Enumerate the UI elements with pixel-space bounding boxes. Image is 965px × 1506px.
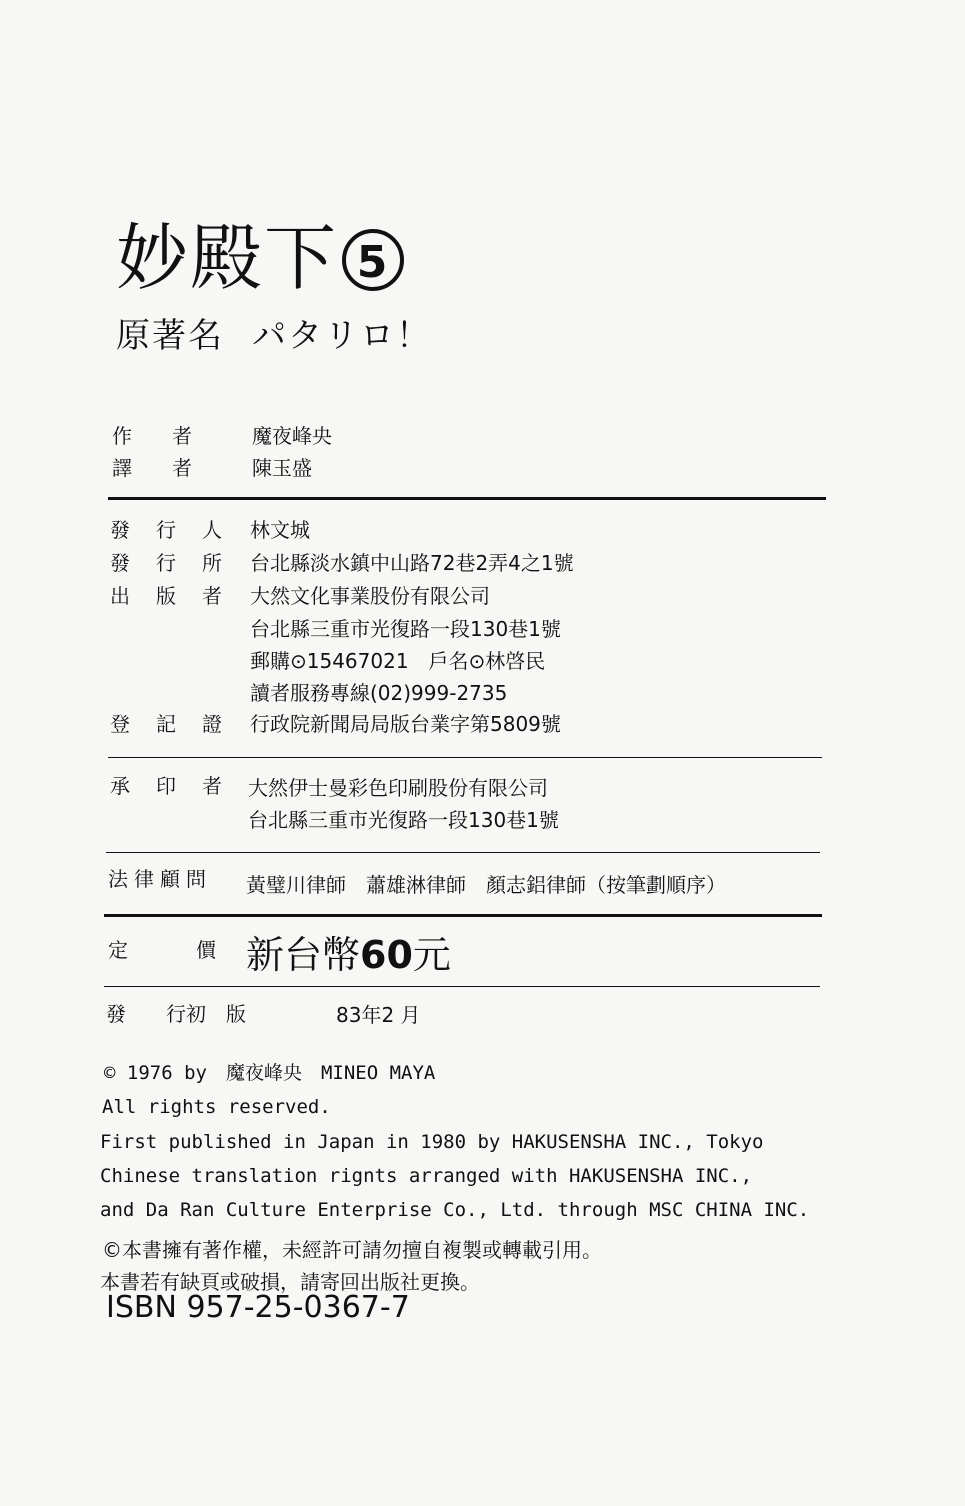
translation-rights-line: Chinese translation rignts arranged with HAKUSENSHA INC., [100, 1165, 753, 1187]
publisher-service-line: 讀者服務專線(02)999-2735 [250, 681, 508, 705]
registration-value: 行政院新聞局局版台業字第5809號 [250, 712, 561, 736]
rights-reserved-line: All rights reserved. [102, 1096, 331, 1118]
copyright-notice-zh: ©本書擁有著作權，未經許可請勿擅自複製或轉載引用。 [102, 1238, 602, 1262]
publisher-place-label: 發 行 所 [110, 551, 222, 575]
credit-author [112, 420, 512, 448]
printer-label: 承 印 者 [110, 774, 222, 798]
publisher-name: 大然文化事業股份有限公司 [250, 584, 490, 608]
defect-notice-zh: 本書若有缺頁或破損，請寄回出版社更換。 [100, 1270, 480, 1294]
first-published-line: First published in Japan in 1980 by HAKUSENSHA INC., Tokyo [100, 1131, 764, 1153]
original-title-label: 原著名 [116, 316, 224, 356]
price-label-left: 定 [108, 938, 128, 962]
first-edition-label: 發 行初 版 [106, 1002, 246, 1026]
publisher-address: 台北縣三重市光復路一段130巷1號 [250, 617, 561, 641]
credit-author-label: 作 者 [112, 424, 192, 448]
title-text: 妙殿下 [116, 216, 339, 300]
printer-name: 大然伊士曼彩色印刷股份有限公司 [248, 776, 548, 800]
price-value [246, 924, 451, 979]
divider [108, 757, 822, 758]
divider [104, 914, 822, 917]
publisher-place-value: 台北縣淡水鎮中山路72巷2弄4之1號 [250, 551, 574, 575]
credit-translator [112, 452, 512, 480]
divider [104, 986, 820, 987]
printer-address: 台北縣三重市光復路一段130巷1號 [248, 808, 559, 832]
divider [106, 852, 820, 853]
book-title [116, 200, 404, 304]
credit-translator-label: 譯 者 [112, 456, 192, 480]
agency-line: and Da Ran Culture Enterprise Co., Ltd. through MSC CHINA INC. [100, 1199, 810, 1221]
credit-translator-value: 陳玉盛 [252, 456, 312, 480]
publisher-mail-order: 郵購⊙15467021 戶名⊙林啓民 [250, 649, 546, 673]
first-edition-value: 83年2 月 [336, 1003, 421, 1027]
copyright-line: © 1976 by 魔夜峰央 MINEO MAYA [104, 1062, 436, 1084]
isbn: ISBN 957-25-0367-7 [106, 1290, 410, 1325]
price-currency: 新台幣 [246, 933, 361, 977]
legal-label: 法律顧問 [108, 867, 212, 891]
price-label-right: 價 [196, 938, 216, 962]
divider [108, 497, 826, 500]
volume-number-badge: 5 [342, 229, 404, 291]
registration-label: 登 記 證 [110, 712, 222, 736]
price-unit: 元 [412, 933, 451, 977]
publisher-label: 出 版 者 [110, 584, 222, 608]
credit-author-value: 魔夜峰央 [252, 424, 332, 448]
legal-value: 黃璧川律師 蕭雄淋律師 顏志鋁律師（按筆劃順序） [246, 873, 726, 897]
publisher-person-value: 林文城 [250, 518, 310, 542]
original-title [116, 308, 432, 357]
original-title-value: パタリロ！ [252, 316, 432, 356]
publisher-person-label: 發 行 人 [110, 518, 222, 542]
price-amount: 60 [360, 933, 413, 977]
